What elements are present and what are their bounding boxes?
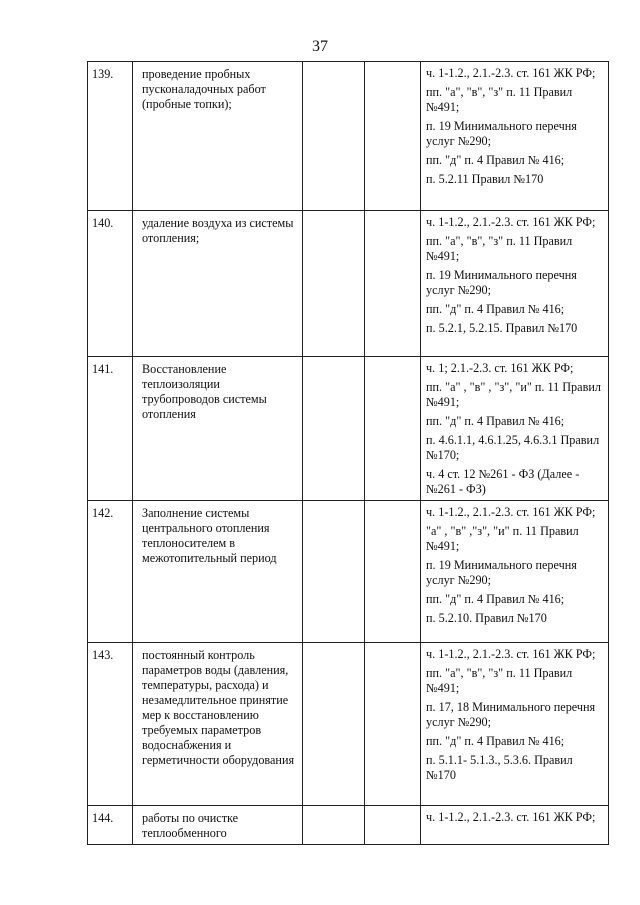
empty-cell	[365, 62, 421, 211]
legal-basis-item: ч. 4 ст. 12 №261 - ФЗ (Далее - №261 - ФЗ)	[426, 467, 580, 496]
legal-basis-item: ч. 1-1.2., 2.1.-2.3. ст. 161 ЖК РФ;	[426, 647, 596, 661]
legal-basis-item: п. 5.2.10. Правил №170	[426, 611, 547, 625]
legal-basis-item: п. 5.1.1- 5.1.3., 5.3.6. Правил №170	[426, 753, 573, 782]
empty-cell	[303, 806, 365, 845]
empty-cell	[365, 806, 421, 845]
empty-cell	[303, 211, 365, 357]
table-row	[88, 62, 609, 211]
table-row	[88, 643, 609, 806]
legal-basis-item: п. 4.6.1.1, 4.6.1.25, 4.6.3.1 Правил №170;	[426, 433, 600, 462]
empty-cell	[303, 501, 365, 643]
legal-basis-item: п. 5.2.1, 5.2.15. Правил №170	[426, 321, 578, 335]
legal-basis-item: п. 19 Минимального перечня услуг №290;	[426, 268, 577, 297]
table-row	[88, 501, 609, 643]
row-number: 143.	[88, 643, 133, 806]
legal-basis-item: ч. 1; 2.1.-2.3. ст. 161 ЖК РФ;	[426, 361, 574, 375]
empty-cell	[303, 357, 365, 501]
legal-basis-cell	[421, 357, 609, 501]
row-number: 139.	[88, 62, 133, 211]
work-description: проведение пробных пусконаладочных работ (пробные топки);	[133, 62, 303, 211]
legal-basis-item: пп. "д" п. 4 Правил № 416;	[426, 302, 565, 316]
work-description: Восстановление теплоизоляции трубопроводов системы отопления	[133, 357, 303, 501]
empty-cell	[365, 643, 421, 806]
regulations-table	[87, 61, 609, 845]
row-number: 141.	[88, 357, 133, 501]
legal-basis-cell	[421, 643, 609, 806]
table-row	[88, 357, 609, 501]
legal-basis-item: п. 19 Минимального перечня услуг №290;	[426, 558, 577, 587]
table-row	[88, 211, 609, 357]
work-description: Заполнение системы центрального отопления теплоносителем в межотопительный период	[133, 501, 303, 643]
work-description: работы по очистке теплообменного	[133, 806, 303, 845]
legal-basis-item: ч. 1-1.2., 2.1.-2.3. ст. 161 ЖК РФ;	[426, 505, 596, 519]
legal-basis-item: пп. "а", "в", "з" п. 11 Правил №491;	[426, 85, 573, 114]
page-number: 37	[312, 38, 328, 55]
row-number: 144.	[88, 806, 133, 845]
legal-basis-item: пп. "д" п. 4 Правил № 416;	[426, 414, 565, 428]
empty-cell	[303, 643, 365, 806]
legal-basis-item: п. 19 Минимального перечня услуг №290;	[426, 119, 577, 148]
legal-basis-cell	[421, 62, 609, 211]
legal-basis-item: пп. "а" , "в" , "з", "и" п. 11 Правил №491;	[426, 380, 601, 409]
legal-basis-item: пп. "а", "в", "з" п. 11 Правил №491;	[426, 234, 573, 263]
legal-basis-item: пп. "д" п. 4 Правил № 416;	[426, 592, 565, 606]
legal-basis-item: п. 17, 18 Минимального перечня услуг №290;	[426, 700, 596, 729]
empty-cell	[365, 501, 421, 643]
row-number: 140.	[88, 211, 133, 357]
legal-basis-cell	[421, 501, 609, 643]
table-row	[88, 806, 609, 845]
legal-basis-item: пп. "д" п. 4 Правил № 416;	[426, 153, 565, 167]
legal-basis-item: ч. 1-1.2., 2.1.-2.3. ст. 161 ЖК РФ;	[426, 215, 596, 229]
legal-basis-item: ч. 1-1.2., 2.1.-2.3. ст. 161 ЖК РФ;	[426, 810, 596, 824]
legal-basis-cell	[421, 211, 609, 357]
empty-cell	[365, 211, 421, 357]
empty-cell	[365, 357, 421, 501]
work-description: удаление воздуха из системы отопления;	[133, 211, 303, 357]
legal-basis-item: пп. "д" п. 4 Правил № 416;	[426, 734, 565, 748]
row-number: 142.	[88, 501, 133, 643]
legal-basis-item: ч. 1-1.2., 2.1.-2.3. ст. 161 ЖК РФ;	[426, 66, 596, 80]
legal-basis-item: "а" , "в" ,"з", "и" п. 11 Правил №491;	[426, 524, 579, 553]
legal-basis-item: пп. "а", "в", "з" п. 11 Правил №491;	[426, 666, 573, 695]
empty-cell	[303, 62, 365, 211]
work-description: постоянный контроль параметров воды (давления, температуры, расхода) и незамедлительное принятие мер к восстановлению требуемых параметров водоснабжения и герметичности оборудования	[133, 643, 303, 806]
legal-basis-cell	[421, 806, 609, 845]
legal-basis-item: п. 5.2.11 Правил №170	[426, 172, 544, 186]
